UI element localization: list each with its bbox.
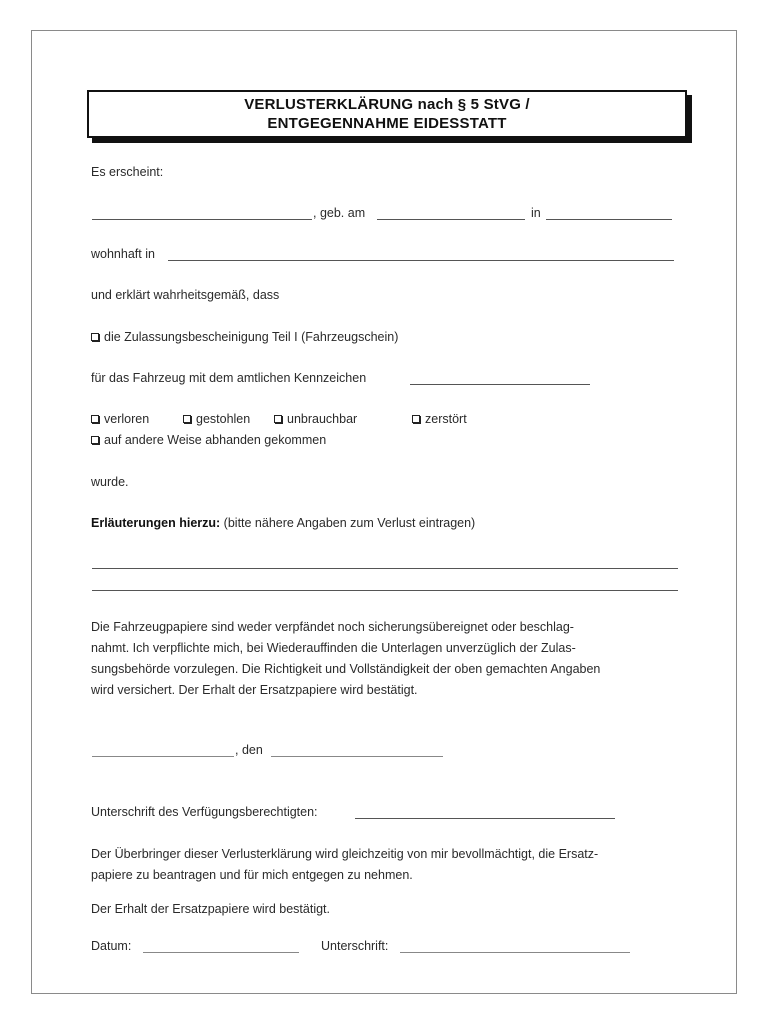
checkbox-icon[interactable] <box>274 415 282 423</box>
option-gestohlen[interactable] <box>183 412 250 426</box>
option-zerstoert[interactable] <box>412 412 467 426</box>
erhalt-text: Der Erhalt der Ersatzpapiere wird bestätigt. <box>91 902 330 916</box>
erklaert-text: und erklärt wahrheitsgemäß, dass <box>91 288 280 302</box>
checkbox-icon[interactable] <box>91 333 99 341</box>
checkbox-icon[interactable] <box>91 415 99 423</box>
checkbox-icon[interactable] <box>183 415 191 423</box>
explanation-line-2[interactable] <box>92 590 678 591</box>
datum-field-line[interactable] <box>143 952 299 953</box>
kennzeichen-label: für das Fahrzeug mit dem amtlichen Kennzeichen <box>91 371 367 385</box>
zulassung-label: die Zulassungsbescheinigung Teil I (Fahrzeugschein) <box>104 330 399 344</box>
title-line-1: VERLUSTERKLÄRUNG nach § 5 StVG / <box>244 96 530 113</box>
in-label: in <box>531 206 541 220</box>
option-unbrauchbar-label: unbrauchbar <box>287 412 358 426</box>
wohnhaft-label: wohnhaft in <box>91 247 155 261</box>
den-label: , den <box>235 743 263 757</box>
paragraph-line: papiere zu beantragen und für mich entgegen zu nehmen. <box>91 868 413 882</box>
date-field-line[interactable] <box>271 756 443 757</box>
unterschrift-field-line[interactable] <box>400 952 630 953</box>
checkbox-icon[interactable] <box>412 415 420 423</box>
birthplace-field-line[interactable] <box>546 219 672 220</box>
option-abhanden[interactable] <box>91 433 326 447</box>
paragraph-line: nahmt. Ich verpflichte mich, bei Wiederauffinden die Unterlagen unverzüglich der Zulas- <box>91 641 576 655</box>
explanation-line-1[interactable] <box>92 568 678 569</box>
option-abhanden-label: auf andere Weise abhanden gekommen <box>104 433 327 447</box>
address-field-line[interactable] <box>168 260 674 261</box>
birthdate-field-line[interactable] <box>377 219 525 220</box>
option-verloren[interactable] <box>91 412 149 426</box>
option-gestohlen-label: gestohlen <box>196 412 251 426</box>
title-line-2: ENTGEGENNAHME EIDESSTATT <box>267 115 507 132</box>
erlaeuterungen-hint: (bitte nähere Angaben zum Verlust eintragen) <box>223 516 476 530</box>
wurde-text: wurde. <box>91 475 129 489</box>
paragraph-line: sungsbehörde vorzulegen. Die Richtigkeit und Vollständigkeit der oben gemachten Angaben <box>91 662 601 676</box>
paragraph-line: Der Überbringer dieser Verlusterklärung wird gleichzeitig von mir bevollmächtigt, die Ersatz- <box>91 847 599 861</box>
unterschrift-label: Unterschrift: <box>321 939 389 953</box>
kennzeichen-field-line[interactable] <box>410 384 590 385</box>
option-unbrauchbar[interactable] <box>274 412 357 426</box>
option-zerstoert-label: zerstört <box>425 412 467 426</box>
zulassung-option[interactable] <box>91 330 398 344</box>
option-verloren-label: verloren <box>104 412 150 426</box>
paragraph-line: Die Fahrzeugpapiere sind weder verpfändet noch sicherungsübereignet oder beschlag- <box>91 620 574 634</box>
erlaeuterungen-label: Erläuterungen hierzu: <box>91 516 221 530</box>
unterschrift-verf-label: Unterschrift des Verfügungsberechtigten: <box>91 805 318 819</box>
intro-text: Es erscheint: <box>91 165 164 179</box>
declaration-paragraph <box>91 617 681 701</box>
erlaeuterungen-heading <box>91 516 475 530</box>
name-field-line[interactable] <box>92 219 312 220</box>
datum-label: Datum: <box>91 939 132 953</box>
geb-am-label: , geb. am <box>313 206 366 220</box>
checkbox-icon[interactable] <box>91 436 99 444</box>
signature-verf-field-line[interactable] <box>355 818 615 819</box>
ueberbringer-paragraph <box>91 844 681 886</box>
place-field-line[interactable] <box>92 756 234 757</box>
document-title <box>87 90 687 138</box>
paragraph-line: wird versichert. Der Erhalt der Ersatzpapiere wird bestätigt. <box>91 683 418 697</box>
